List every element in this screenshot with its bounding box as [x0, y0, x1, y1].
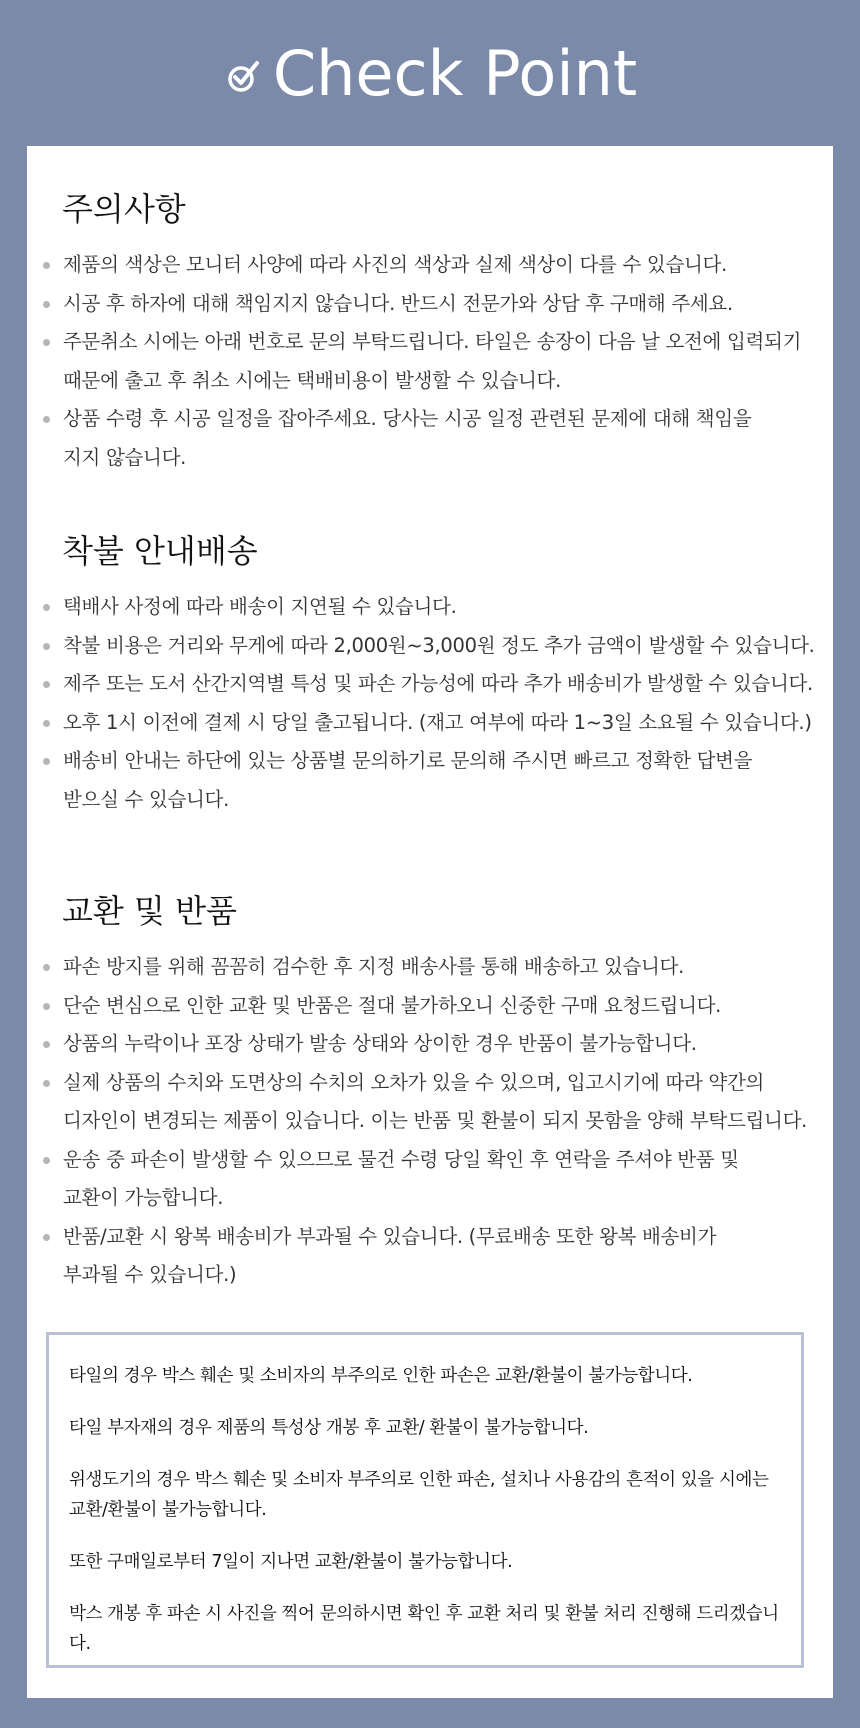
notice-box: [46, 1332, 804, 1668]
list-item: 택배사 사정에 따라 배송이 지연될 수 있습니다.: [41, 588, 831, 627]
list-item: 단순 변심으로 인한 교환 및 반품은 절대 불가하오니 신중한 구매 요청드립니다.: [41, 987, 831, 1026]
cautions-list: [41, 246, 831, 477]
list-item: 상품의 누락이나 포장 상태가 발송 상태와 상이한 경우 반품이 불가능합니다.: [41, 1025, 831, 1064]
list-item: 상품 수령 후 시공 일정을 잡아주세요. 당사는 시공 일정 관련된 문제에 대해 책임을 지지 않습니다.: [41, 400, 831, 477]
list-item: 착불 비용은 거리와 무게에 따라 2,000원~3,000원 정도 추가 금액이 발생할 수 있습니다.: [41, 627, 831, 666]
list-item: 운송 중 파손이 발생할 수 있으므로 물건 수령 당일 확인 후 연락을 주셔야 반품 및 교환이 가능합니다.: [41, 1141, 831, 1218]
notice-line: 또한 구매일로부터 7일이 지나면 교환/환불이 불가능합니다.: [69, 1552, 513, 1572]
list-item: 주문취소 시에는 아래 번호로 문의 부탁드립니다. 타일은 송장이 다음 날 오전에 입력되기 때문에 출고 후 취소 시에는 택배비용이 발생할 수 있습니다.: [41, 323, 831, 400]
notice-line: 타일 부자재의 경우 제품의 특성상 개봉 후 교환/ 환불이 불가능합니다.: [69, 1418, 589, 1438]
page-title: Check Point: [272, 36, 638, 110]
cod-shipping-list: [41, 588, 831, 819]
notice-line: 박스 개봉 후 파손 시 사진을 찍어 문의하시면 확인 후 교환 처리 및 환불 처리 진행해 드리겠습니다.: [69, 1604, 779, 1654]
notice-line: 타일의 경우 박스 훼손 및 소비자의 부주의로 인한 파손은 교환/환불이 불가능합니다.: [69, 1366, 693, 1386]
section-title-cautions: 주의사항: [62, 190, 186, 228]
content-card: [27, 146, 833, 1698]
list-item: 반품/교환 시 왕복 배송비가 부과될 수 있습니다. (무료배송 또한 왕복 배송비가 부과될 수 있습니다.): [41, 1218, 831, 1295]
check-circle-icon: [223, 53, 267, 97]
page-header: [0, 0, 860, 146]
notice-line: 위생도기의 경우 박스 훼손 및 소비자 부주의로 인한 파손, 설치나 사용감의 흔적이 있을 시에는 교환/환불이 불가능합니다.: [69, 1470, 769, 1520]
list-item: 시공 후 하자에 대해 책임지지 않습니다. 반드시 전문가와 상담 후 구매해 주세요.: [41, 285, 831, 324]
section-title-exchange-return: 교환 및 반품: [62, 892, 237, 930]
list-item: 제주 또는 도서 산간지역별 특성 및 파손 가능성에 따라 추가 배송비가 발생할 수 있습니다.: [41, 665, 831, 704]
list-item: 오후 1시 이전에 결제 시 당일 출고됩니다. (재고 여부에 따라 1~3일 소요될 수 있습니다.): [41, 704, 831, 743]
list-item: 배송비 안내는 하단에 있는 상품별 문의하기로 문의해 주시면 빠르고 정확한 답변을 받으실 수 있습니다.: [41, 742, 831, 819]
list-item: 제품의 색상은 모니터 사양에 따라 사진의 색상과 실제 색상이 다를 수 있습니다.: [41, 246, 831, 285]
list-item: 파손 방지를 위해 꼼꼼히 검수한 후 지정 배송사를 통해 배송하고 있습니다.: [41, 948, 831, 987]
list-item: 실제 상품의 수치와 도면상의 수치의 오차가 있을 수 있으며, 입고시기에 따라 약간의 디자인이 변경되는 제품이 있습니다. 이는 반품 및 환불이 되지 못함을 양해 부탁드립니다.: [41, 1064, 831, 1141]
section-title-cod-shipping: 착불 안내배송: [62, 532, 258, 570]
exchange-return-list: [41, 948, 831, 1295]
